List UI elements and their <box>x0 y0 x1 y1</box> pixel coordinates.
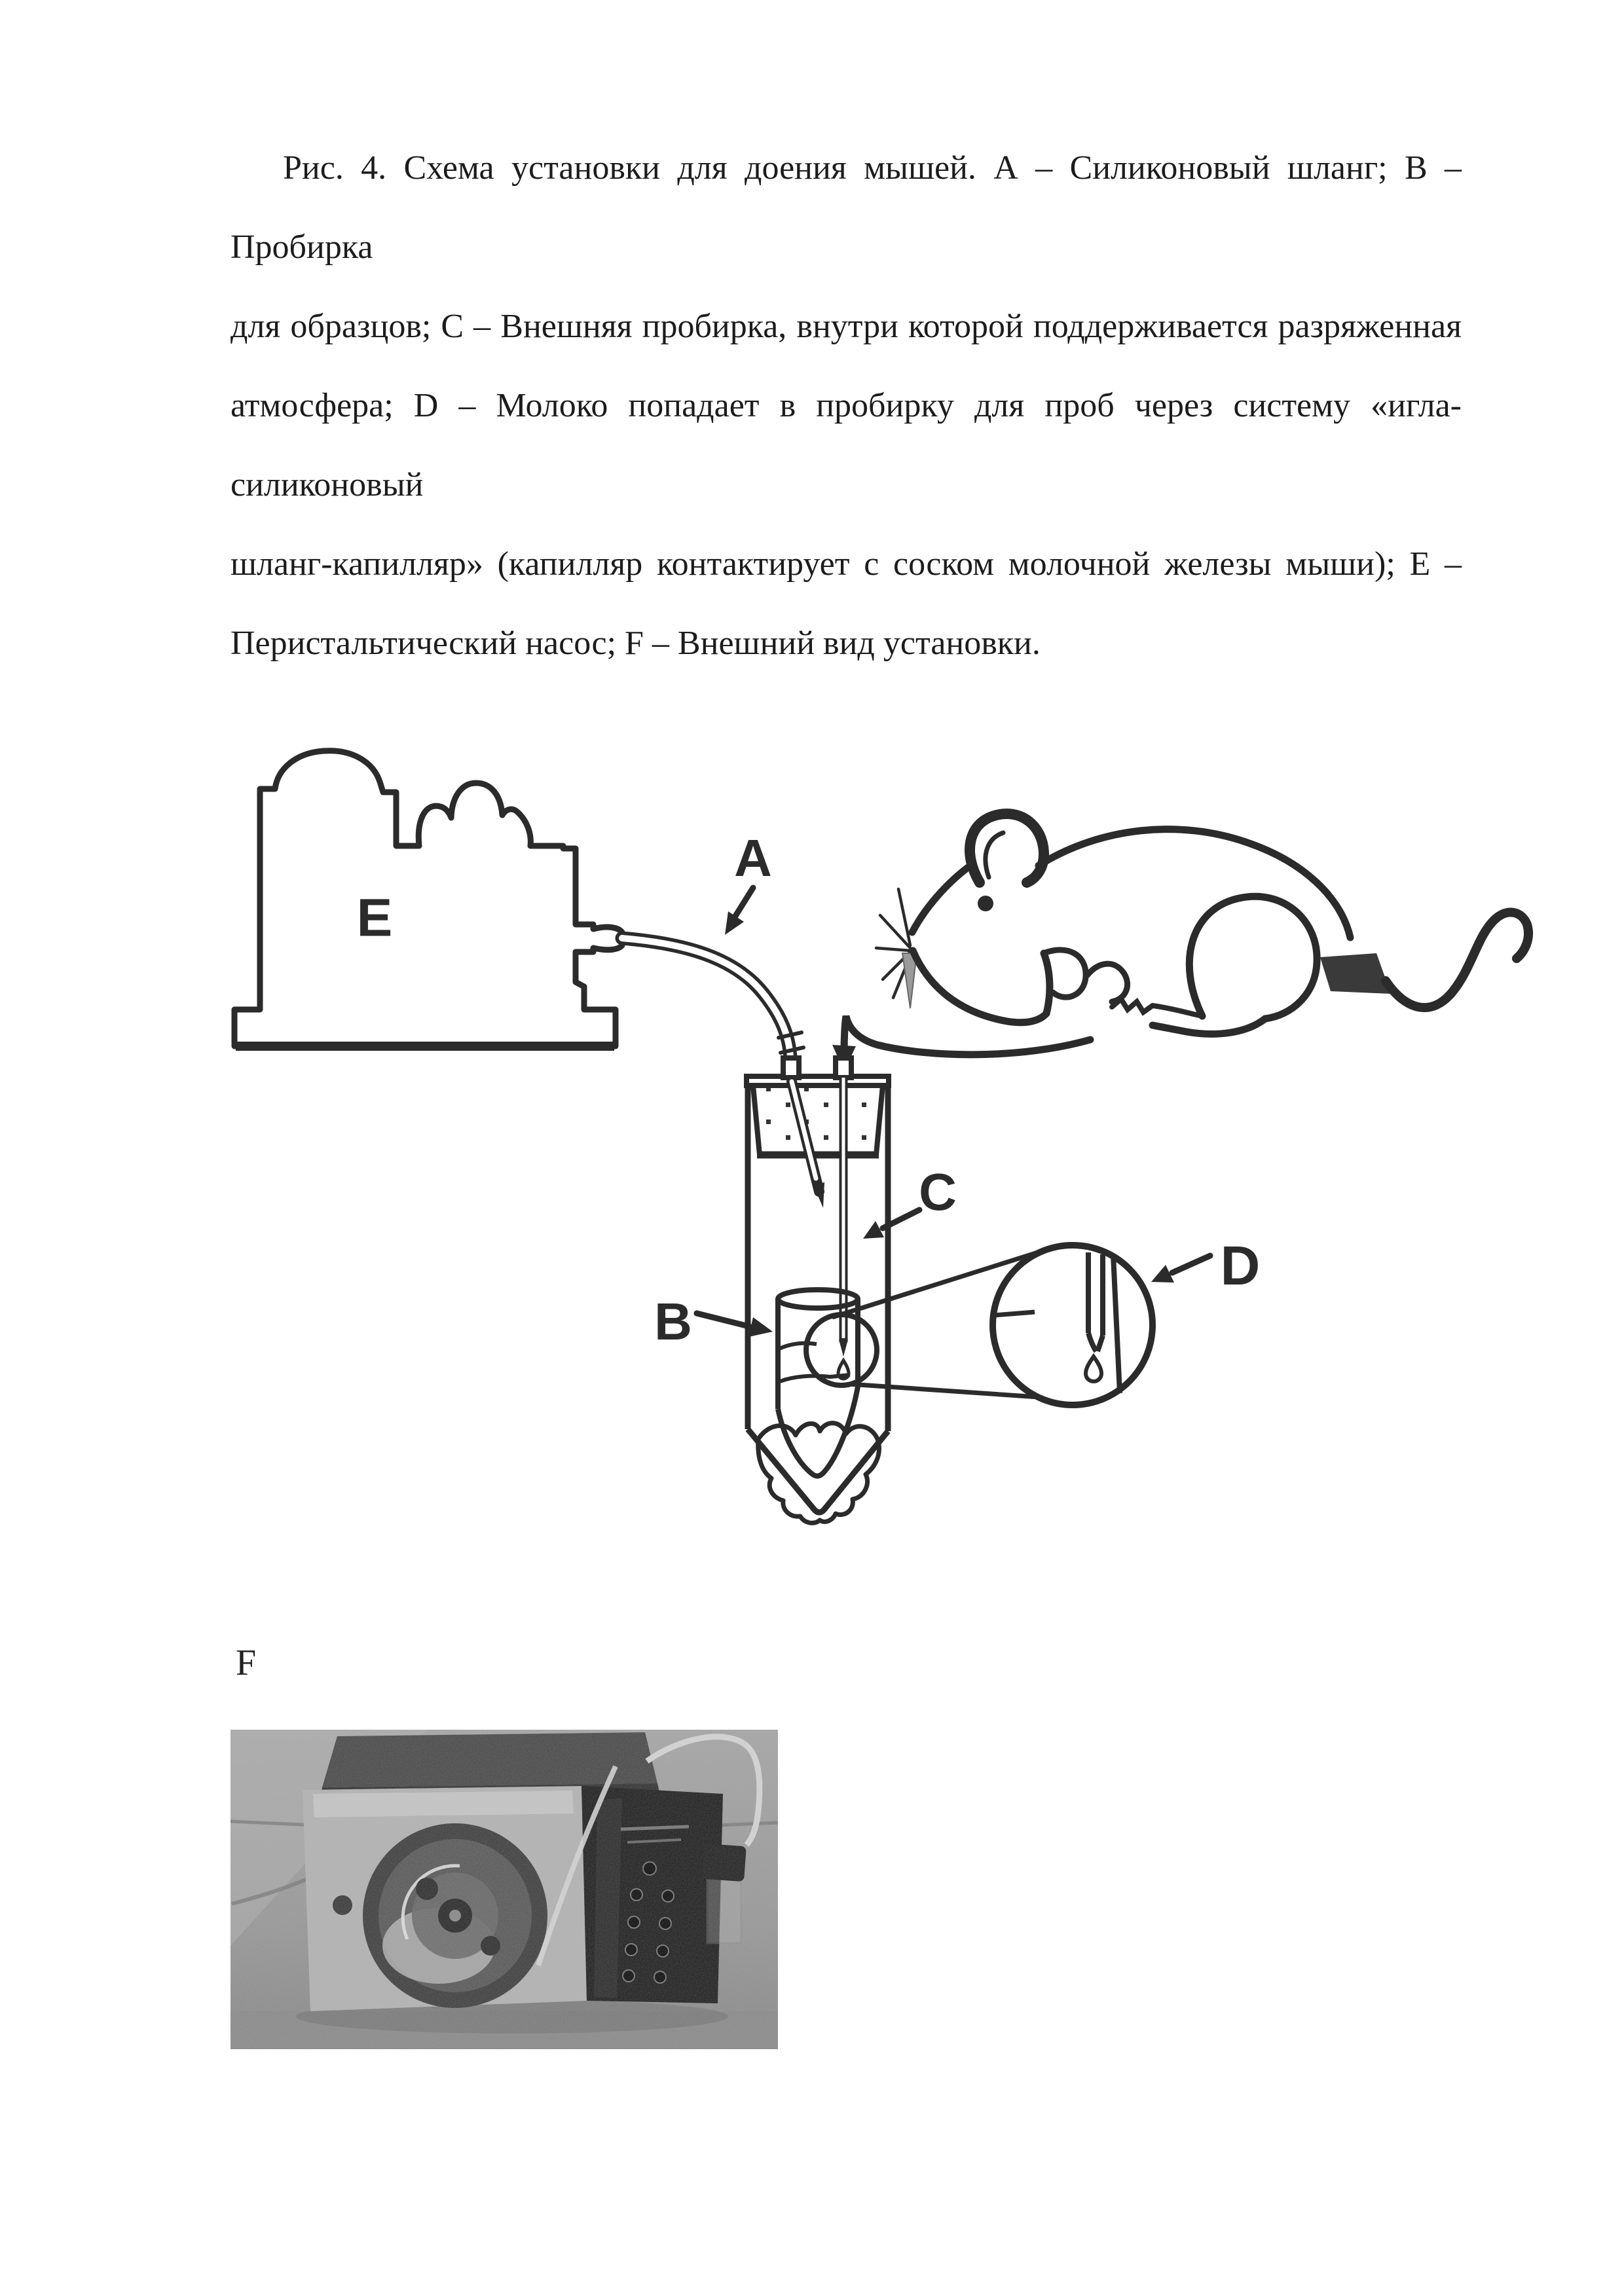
milk-level-line <box>779 1343 817 1349</box>
magnified-milk-level <box>994 1312 1035 1315</box>
mouse-haunch <box>1189 896 1317 1019</box>
mouse-ear-fold <box>986 833 1003 877</box>
left-port <box>783 1058 799 1078</box>
label-C: C <box>919 1163 957 1221</box>
mouse-hind-foot <box>1153 1019 1265 1034</box>
arrow-C <box>863 1210 919 1239</box>
mouse-eye <box>978 896 993 911</box>
photo-grain <box>231 1730 778 2049</box>
mouse-ear <box>970 814 1044 883</box>
caption-line-4: шланг-капилляр» (капилляр контактирует с соском молочной железы мыши); Е – <box>231 545 1462 583</box>
magnified-tube-wall <box>1113 1255 1120 1393</box>
caption-line-5: Перистальтический насос; F – Внешний вид установки. <box>231 625 1041 662</box>
stopper <box>753 1085 883 1155</box>
caption-line-3: атмосфера; D – Молоко попадает в пробирку для проб через систему «игла-силиконовый <box>231 387 1462 503</box>
mouse-front-leg <box>1044 953 1050 1013</box>
silicone-tube <box>622 938 803 1078</box>
label-pump-E: E <box>356 888 393 948</box>
needle-tip <box>813 1182 824 1208</box>
caption-line-1: Рис. 4. Схема установки для доения мышей. А – Силиконовый шланг; В – Пробирка <box>231 149 1462 266</box>
milk-inflow-tube <box>832 1016 1090 1071</box>
label-A: A <box>734 829 772 887</box>
label-B: B <box>654 1292 692 1351</box>
mouse-jaw <box>913 951 1046 1023</box>
mouse-tail <box>1386 912 1528 1007</box>
magnifier-zoom-circle <box>993 1245 1153 1405</box>
arrow-D <box>1151 1256 1210 1283</box>
mouse-drawing <box>876 814 1528 1034</box>
right-port <box>836 1058 851 1078</box>
mouse-tail-base <box>1320 953 1391 994</box>
mouse-belly-nipples <box>1112 999 1202 1016</box>
label-F: F <box>236 1643 257 1683</box>
arrow-A <box>725 888 753 935</box>
magnified-milk-drop <box>1086 1357 1101 1381</box>
capillary <box>838 1078 849 1379</box>
setup-photo <box>231 1730 778 2049</box>
mouse-whiskers <box>876 889 910 998</box>
pump-outline <box>234 751 622 1046</box>
capillary-tip <box>839 1339 848 1357</box>
packing-wad <box>758 1423 879 1523</box>
arrow-B <box>697 1313 773 1337</box>
caption-line-2: для образцов; С – Внешняя пробирка, внутри которой поддерживается разряженная <box>231 308 1462 345</box>
mouse-snout <box>912 866 970 932</box>
label-D: D <box>1220 1235 1261 1296</box>
